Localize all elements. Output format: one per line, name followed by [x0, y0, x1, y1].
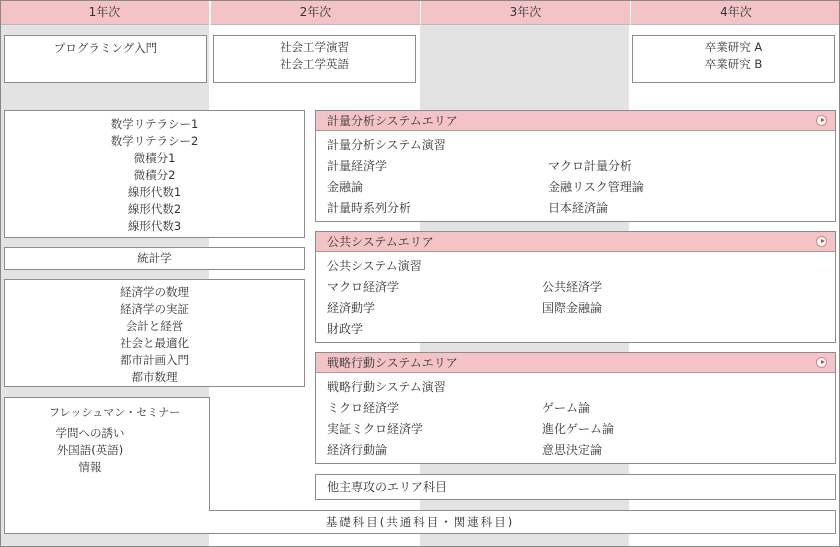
freshman-seminar-title: フレッシュマン・セミナー	[49, 406, 181, 419]
course-label: 学問への誘い	[55, 426, 125, 440]
course-label: 卒業研究 A	[704, 40, 763, 54]
course-label: 金融論	[327, 180, 364, 194]
area-title: 公共システムエリア	[327, 235, 434, 249]
area-seminar: 公共システム演習	[327, 259, 422, 273]
course-label: 経済学の実証	[120, 302, 189, 316]
course-label: 進化ゲーム論	[542, 422, 615, 436]
course-label: 経済学の数理	[120, 285, 189, 299]
course-label: 社会工学英語	[280, 57, 349, 71]
other-area-label: 他主専攻のエリア科目	[327, 480, 448, 494]
year-header-2: 2年次	[210, 0, 420, 25]
course-label: 情報	[78, 460, 102, 474]
course-label: 社会工学演習	[280, 40, 349, 54]
course-label: 財政学	[327, 322, 364, 336]
course-label: 国際金融論	[542, 301, 603, 315]
course-label: 数学リテラシー2	[110, 134, 199, 148]
area-seminar: 計量分析システム演習	[327, 138, 446, 152]
course-label: 金融リスク管理論	[548, 180, 644, 194]
foundation-label: 基礎科目(共通科目・関連科目)	[325, 515, 515, 529]
year-header-4: 4年次	[630, 0, 840, 25]
course-label: 線形代数2	[127, 202, 182, 216]
course-label: 都市計画入門	[120, 353, 189, 367]
course-label: ミクロ経済学	[327, 401, 400, 415]
year-header-3: 3年次	[420, 0, 630, 25]
course-label: ゲーム論	[542, 401, 591, 415]
course-label: マクロ計量分析	[548, 159, 633, 173]
course-label: 計量経済学	[327, 159, 388, 173]
course-label: 日本経済論	[548, 201, 609, 215]
area-title: 戦略行動システムエリア	[327, 356, 458, 370]
course-label: 微積分2	[133, 168, 176, 182]
course-label: 会計と経営	[125, 319, 184, 333]
course-label: 卒業研究 B	[704, 57, 763, 71]
year-header-1: 1年次	[0, 0, 209, 25]
course-label: 統計学	[137, 251, 172, 265]
course-label: 外国語(英語)	[56, 443, 124, 457]
course-label: マクロ経済学	[327, 280, 400, 294]
course-label: プログラミング入門	[53, 41, 158, 55]
area-seminar: 戦略行動システム演習	[327, 380, 446, 394]
course-label: 実証ミクロ経済学	[327, 422, 424, 436]
course-label: 数学リテラシー1	[110, 117, 199, 131]
course-label: 意思決定論	[542, 443, 603, 457]
course-label: 微積分1	[133, 151, 176, 165]
course-label: 経済行動論	[327, 443, 388, 457]
course-label: 公共経済学	[542, 280, 603, 294]
course-label: 社会と最適化	[120, 336, 189, 350]
course-label: 線形代数3	[127, 219, 182, 233]
area-title: 計量分析システムエリア	[327, 114, 458, 128]
course-label: 線形代数1	[127, 185, 182, 199]
course-label: 計量時系列分析	[327, 201, 412, 215]
course-label: 都市数理	[131, 370, 178, 384]
course-label: 経済動学	[327, 301, 376, 315]
